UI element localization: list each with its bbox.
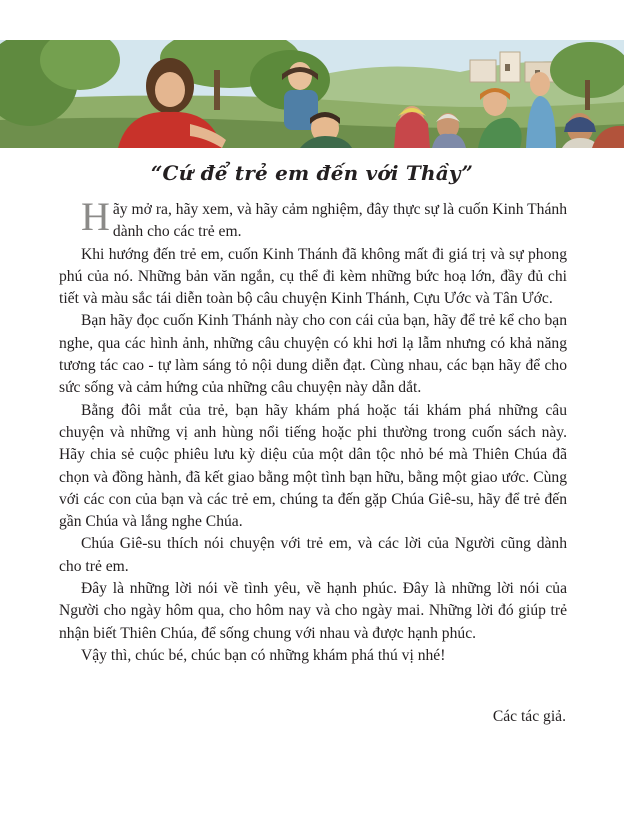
paragraph: Vậy thì, chúc bé, chúc bạn có những khám phá thú vị nhé! <box>81 646 446 664</box>
dropcap: H <box>81 194 110 239</box>
paragraph: Chúa Giê-su thích nói chuyện với trẻ em, và các lời của Người cũng dành cho trẻ em. <box>59 535 567 575</box>
biblical-scene-illustration <box>0 40 624 148</box>
preface-text <box>59 194 567 667</box>
paragraph: Bằng đôi mắt của trẻ, bạn hãy khám phá hoặc tái khám phá những câu chuyện và những vị anh hùng nổi tiếng hoặc phi thường trong cuốn sách này. Hãy chia sẻ cuộc phiêu lưu kỳ diệu của một dân tộc nhỏ bé mà Thiên Chúa đã chọn và đồng hành, đã kết giao bằng một tình bạn hữu, bằng một giao ước. Cùng với các con của bạn và các trẻ em, chúng ta đến gặp Chúa Giê-su, hãy để trẻ đến gần Chúa và lắng nghe Chúa. <box>59 401 567 531</box>
illustration-banner <box>0 40 624 148</box>
paragraph: Đây là những lời nói về tình yêu, về hạnh phúc. Đây là những lời nói của Người cho ngày hôm qua, cho hôm nay và cho ngày mai. Những lời đó giúp trẻ nhận biết Thiên Chúa, để sống chung với nhau và được hạnh phúc. <box>59 580 567 642</box>
signature: Các tác giả. <box>492 708 566 725</box>
paragraph: Bạn hãy đọc cuốn Kinh Thánh này cho con cái của bạn, hãy để trẻ kể cho bạn nghe, qua các hình ảnh, những câu chuyện có khi hơi lạ lẫm nhưng có khả năng tương tác cao - tự làm sáng tỏ nội dung diễn đạt. Cùng nhau, các bạn hãy để cho sức sống và cảm hứng của những câu chuyện này dẫn dắt. <box>59 312 567 397</box>
page-title: “Cứ để trẻ em đến với Thầy” <box>150 161 474 185</box>
intro-text: ãy mở ra, hãy xem, và hãy cảm nghiệm, đây thực sự là cuốn Kinh Thánh dành cho các trẻ em. <box>112 201 567 241</box>
intro-paragraph <box>59 194 567 244</box>
paragraph: Khi hướng đến trẻ em, cuốn Kinh Thánh đã không mất đi giá trị và sự phong phú của nó. Những bản văn ngắn, cụ thể đi kèm những bức hoạ lớn, đầy đủ chi tiết và màu sắc tái diễn toàn bộ câu chuyện Kinh Thánh, Cựu Ước và Tân Ước. <box>59 245 567 308</box>
